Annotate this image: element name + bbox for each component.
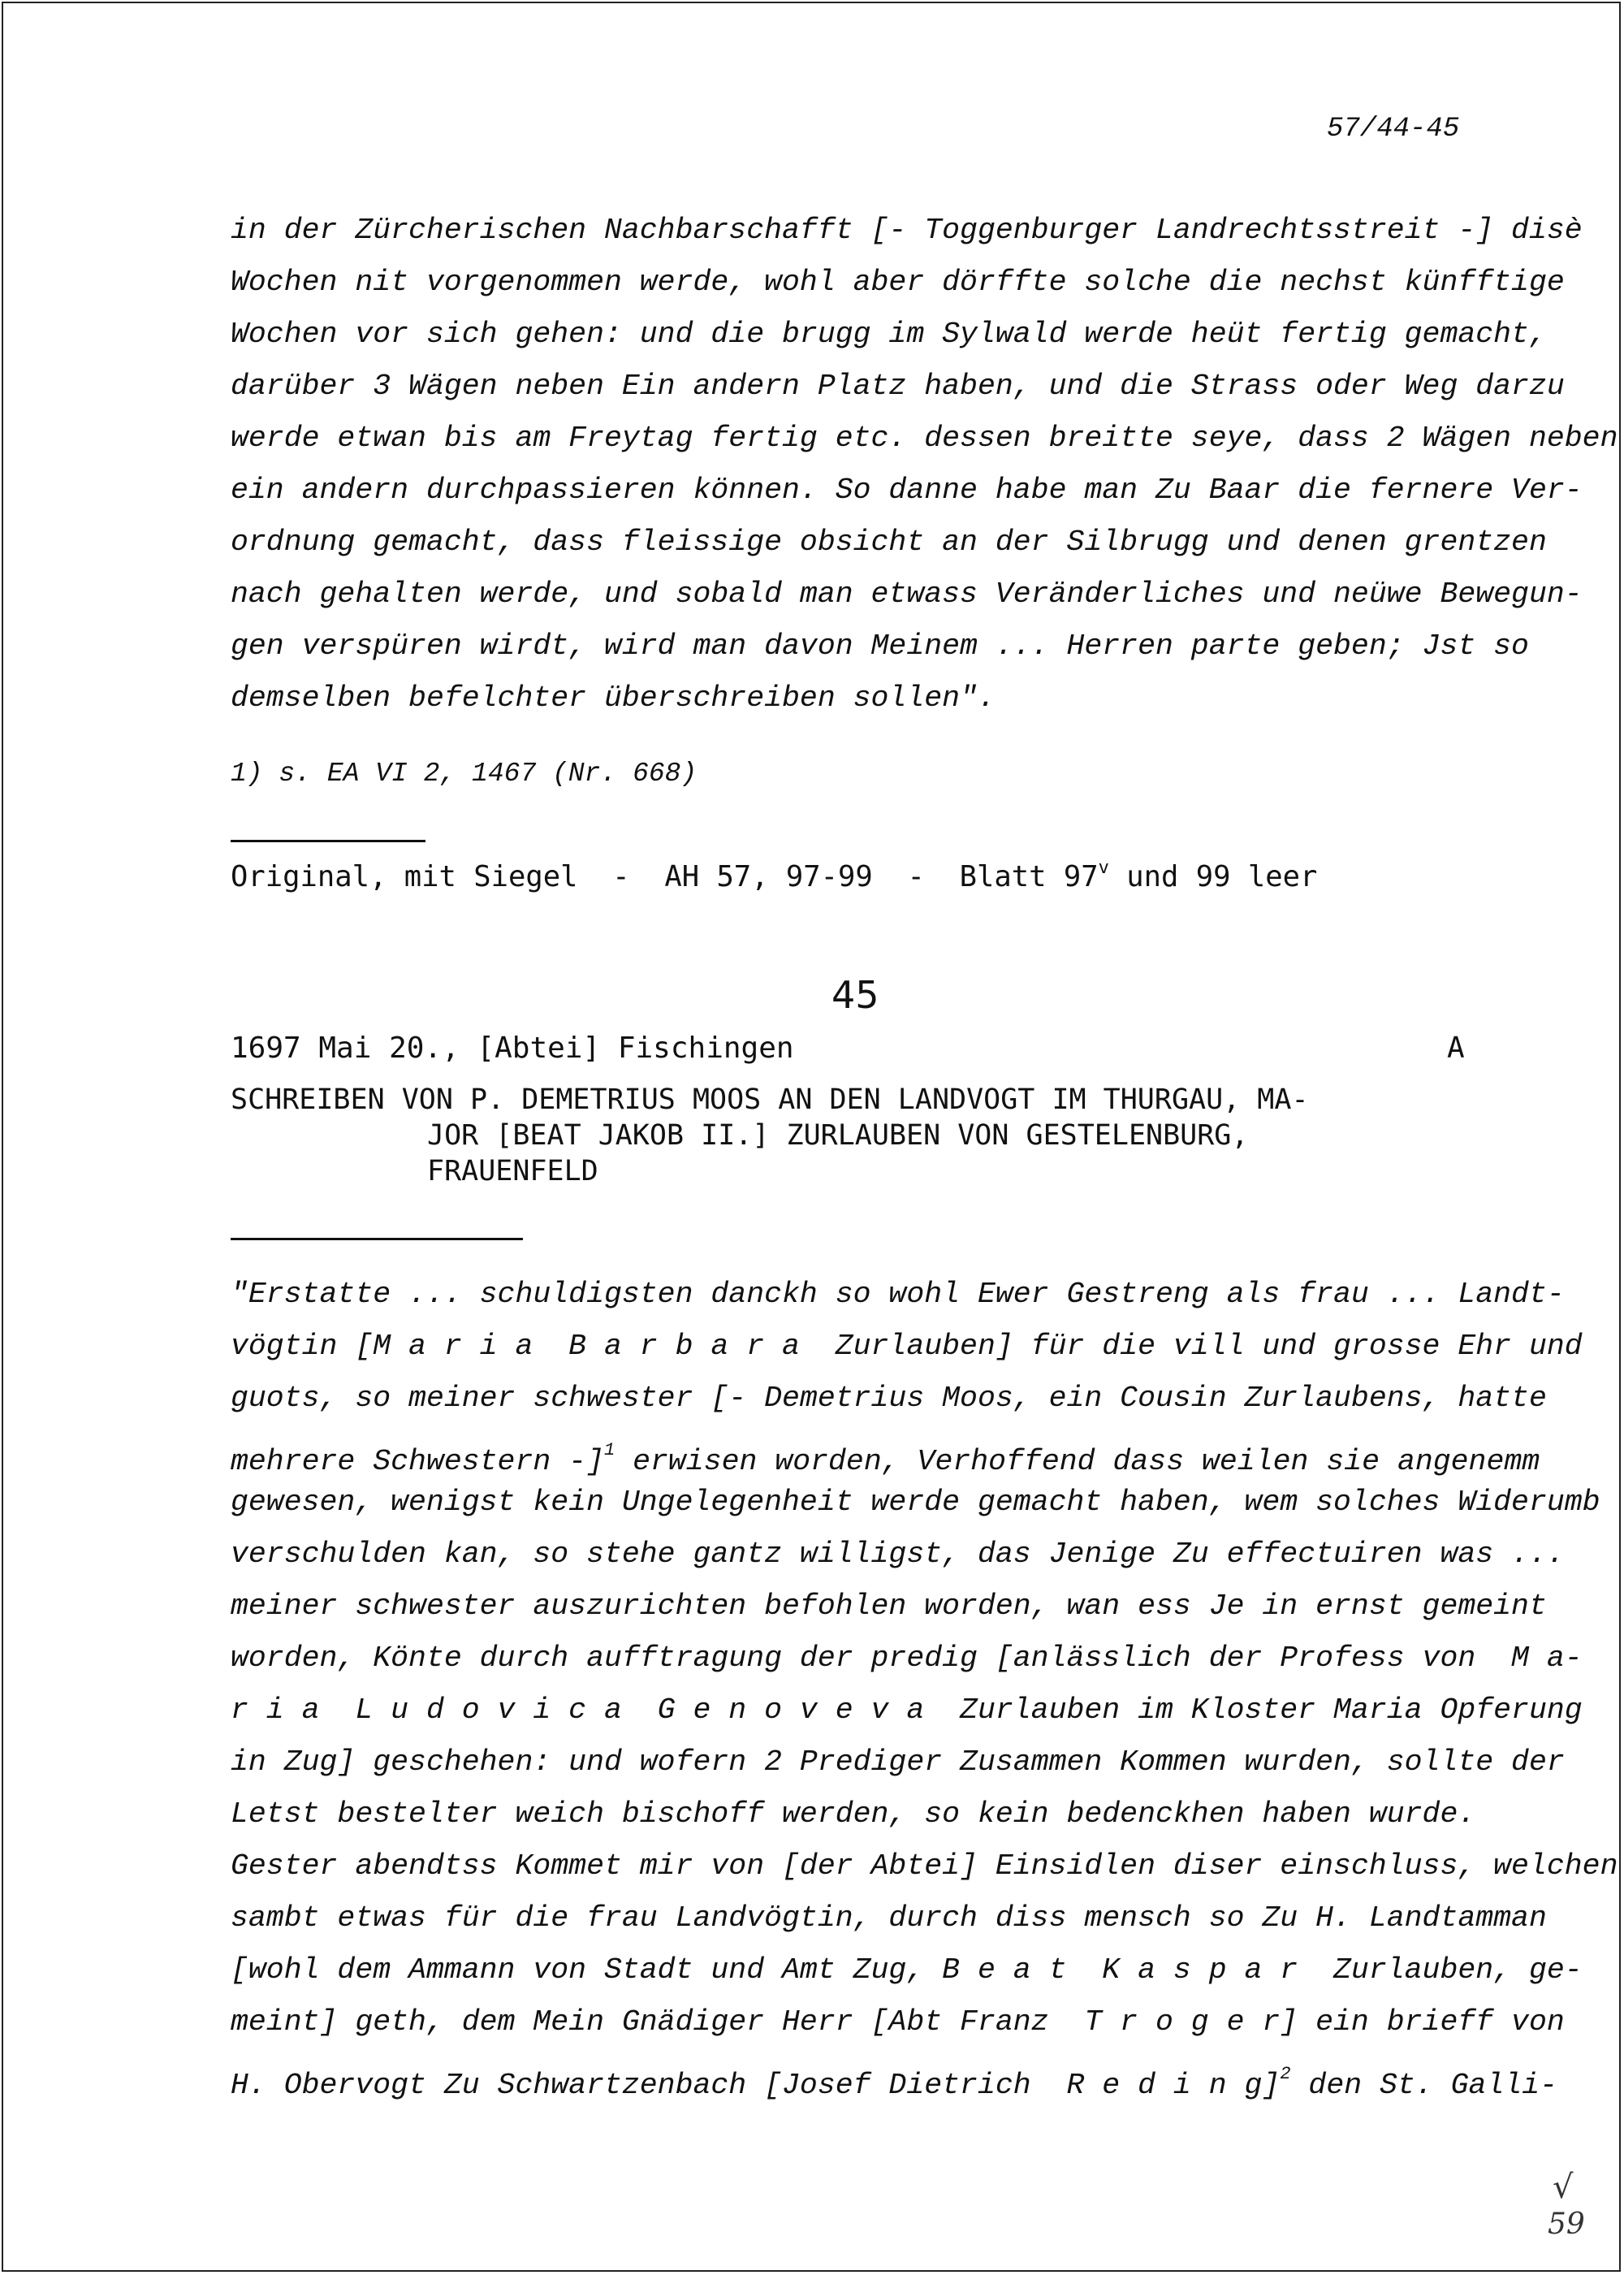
document-letter: A — [1447, 1032, 1465, 1065]
original-note — [231, 858, 1317, 893]
text-line: gewesen, wenigst kein Ungelegenheit werde gemacht haben, wem solches Widerumb — [231, 1486, 1600, 1519]
text-line: darüber 3 Wägen neben Ein andern Platz haben, und die Strass oder Weg darzu — [231, 370, 1565, 403]
text-line: gen verspüren wirdt, wird man davon Meinem ... Herren parte geben; Jst so — [231, 629, 1529, 663]
text-line: r i a L u d o v i c a G e n o v e v a Zurlauben im Kloster Maria Opferung — [231, 1693, 1583, 1727]
text-line: ein andern durchpassieren können. So danne habe man Zu Baar die fernere Ver- — [231, 474, 1583, 507]
check-mark: √ — [1553, 2169, 1574, 2206]
text-line: nach gehalten werde, und sobald man etwass Veränderliches und neüwe Bewegun- — [231, 577, 1583, 611]
text-line: Letst bestelter weich bischoff werden, so kein bedenckhen haben wurde. — [231, 1797, 1476, 1831]
text-line: demselben befelchter überschreiben sollen". — [231, 681, 996, 715]
handwritten-mark: 59 — [1548, 2208, 1585, 2241]
heading-divider — [231, 1238, 523, 1240]
text-line: Wochen vor sich gehen: und die brugg im Sylwald werde heüt fertig gemacht, — [231, 318, 1547, 351]
text-line: guots, so meiner schwester [- Demetrius Moos, ein Cousin Zurlaubens, hatte — [231, 1382, 1547, 1415]
text-line: vögtin [M a r i a B a r b a r a Zurlauben] für die vill und grosse Ehr und — [231, 1330, 1583, 1363]
text-fragment: erwisen worden, Verhoffend dass weilen sie angenemm — [615, 1445, 1540, 1478]
text-line: sambt etwas für die frau Landvögtin, durch diss mensch so Zu H. Landtamman — [231, 1901, 1547, 1935]
text-line — [231, 1433, 1540, 1480]
text-line: worden, Könte durch aufftragung der predig [anlässlich der Profess von M a- — [231, 1641, 1583, 1675]
original-note-text: Original, mit Siegel - AH 57, 97-99 - Blatt 97 — [231, 860, 1099, 893]
text-line: in Zug] geschehen: und wofern 2 Prediger Zusammen Kommen wurden, sollte der — [231, 1745, 1565, 1779]
text-fragment: H. Obervogt Zu Schwartzenbach [Josef Dietrich R e d i n g] — [231, 2069, 1281, 2102]
footnote: 1) s. EA VI 2, 1467 (Nr. 668) — [231, 759, 698, 789]
original-note-superscript: v — [1098, 858, 1109, 878]
text-line: werde etwan bis am Freytag fertig etc. dessen breitte seye, dass 2 Wägen neben — [231, 422, 1618, 455]
footnote-ref: 2 — [1280, 2064, 1291, 2084]
text-line — [231, 2057, 1557, 2104]
heading-line: FRAUENFELD — [427, 1155, 598, 1187]
dateline: 1697 Mai 20., [Abtei] Fischingen — [231, 1032, 794, 1065]
text-line: Wochen nit vorgenommen werde, wohl aber dörffte solche die nechst künfftige — [231, 266, 1565, 299]
text-line: verschulden kan, so stehe gantz willigst, das Jenige Zu effectuiren was ... — [231, 1538, 1565, 1571]
footnote-ref: 1 — [603, 1440, 615, 1460]
document-number: 45 — [831, 973, 879, 1017]
text-line: meiner schwester auszurichten befohlen worden, wan ess Je in ernst gemeint — [231, 1589, 1547, 1623]
text-line: Gester abendtss Kommet mir von [der Abtei] Einsidlen diser einschluss, welchen — [231, 1849, 1618, 1883]
text-line: "Erstatte ... schuldigsten danckh so wohl Ewer Gestreng als frau ... Landt- — [231, 1278, 1565, 1311]
text-line: in der Zürcherischen Nachbarschafft [- Toggenburger Landrechtsstreit -] disè — [231, 214, 1583, 247]
page-number: 57/44-45 — [1327, 114, 1460, 145]
text-fragment: mehrere Schwestern -] — [231, 1445, 604, 1478]
text-fragment: den St. Galli- — [1290, 2069, 1558, 2102]
footnote-divider — [231, 840, 425, 842]
heading-line: JOR [BEAT JAKOB II.] ZURLAUBEN VON GESTELENBURG, — [427, 1119, 1249, 1152]
heading-line: SCHREIBEN VON P. DEMETRIUS MOOS AN DEN LANDVOGT IM THURGAU, MA- — [231, 1083, 1309, 1116]
text-line: ordnung gemacht, dass fleissige obsicht an der Silbrugg und denen grentzen — [231, 525, 1547, 559]
text-line: meint] geth, dem Mein Gnädiger Herr [Abt Franz T r o g e r] ein brieff von — [231, 2005, 1565, 2039]
original-note-suffix: und 99 leer — [1108, 860, 1318, 893]
text-line: [wohl dem Ammann von Stadt und Amt Zug, B e a t K a s p a r Zurlauben, ge- — [231, 1953, 1583, 1987]
